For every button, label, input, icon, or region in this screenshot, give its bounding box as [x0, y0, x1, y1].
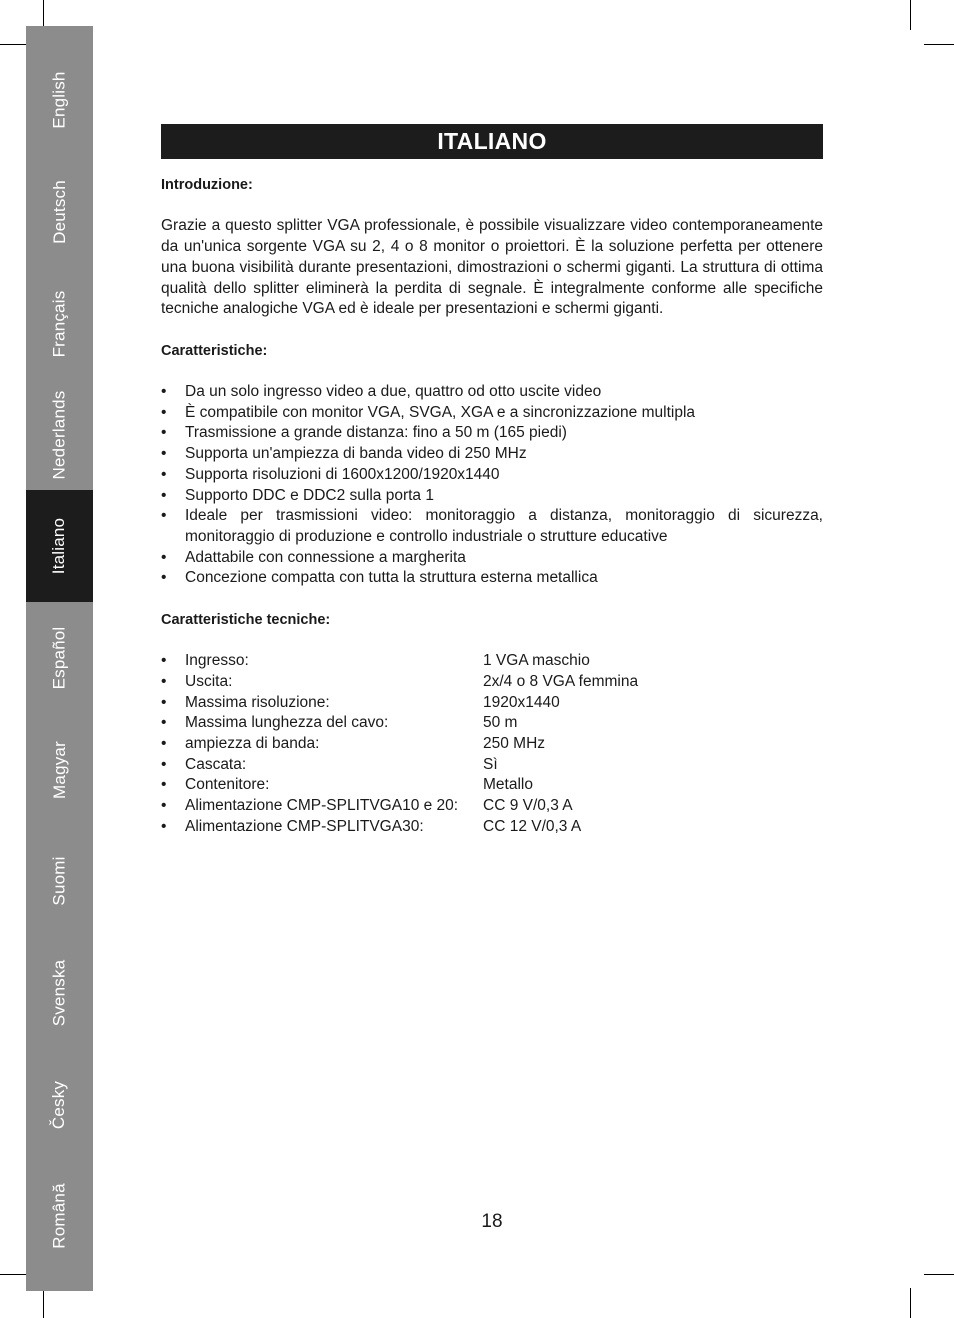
crop-mark — [910, 0, 911, 30]
list-item: • Trasmissione a grande distanza: fino a 50 m (165 piedi) — [161, 423, 823, 444]
page-number: 18 — [481, 1211, 503, 1232]
crop-mark — [924, 1274, 954, 1275]
tab-label: Svenska — [49, 959, 69, 1027]
tab-francais[interactable] — [26, 268, 93, 380]
list-item: • Ideale per trasmissioni video: monitoraggio a distanza, monitoraggio di sicurezza, monitoraggio di produzione e controllo industriale o strutture educative — [161, 506, 823, 547]
tab-label: Français — [49, 290, 69, 358]
spec-label: • Ingresso: — [185, 652, 249, 670]
tab-romana[interactable] — [26, 1160, 93, 1272]
tab-label: English — [49, 71, 69, 129]
spec-row — [161, 672, 823, 693]
crop-mark — [43, 1288, 44, 1318]
spec-value: CC 12 V/0,3 A — [483, 817, 582, 835]
spec-row — [161, 755, 823, 776]
tab-label: Nederlands — [49, 390, 69, 480]
spec-row — [161, 796, 823, 817]
intro-paragraph: Grazie a questo splitter VGA professionale, è possibile visualizzare video contemporaneamente da un'unica sorgente VGA su 2, 4 o 8 monitor o proiettori. È la soluzione perfetta per ottenere una buona visibilità durante presentazioni, dimostrazioni o schermi giganti. La struttura di ottima qualità dello splitter eliminerà la perdita di segnale. È integralmente conforme alle specifiche tecniche analogiche VGA ed è ideale per presentazioni e schermi giganti. — [161, 217, 823, 318]
spec-label: • Contenitore: — [185, 776, 270, 794]
tab-label: Italiano — [49, 517, 69, 575]
list-item: • Adattabile con connessione a margherita — [161, 548, 823, 569]
spec-value: 2x/4 o 8 VGA femmina — [483, 672, 639, 690]
spec-value: 1920x1440 — [483, 693, 560, 711]
spec-label: • Alimentazione CMP-SPLITVGA30: — [185, 817, 424, 835]
tab-cesky[interactable] — [26, 1049, 93, 1161]
list-item: • Supporto DDC e DDC2 sulla porta 1 — [161, 486, 823, 507]
spec-label: • Cascata: — [185, 755, 247, 773]
tab-label: Česky — [49, 1080, 69, 1130]
tab-svenska[interactable] — [26, 937, 93, 1049]
main-content — [161, 175, 823, 837]
crop-mark — [910, 1288, 911, 1318]
spec-value: CC 9 V/0,3 A — [483, 797, 573, 815]
tab-label: Magyar — [49, 741, 69, 799]
spec-value: Sì — [483, 755, 498, 773]
spec-label: • Alimentazione CMP-SPLITVGA10 e 20: — [185, 797, 459, 815]
list-item: • Da un solo ingresso video a due, quattro od otto uscite video — [161, 382, 823, 403]
tab-label: Română — [49, 1183, 69, 1249]
spec-label: • Massima risoluzione: — [185, 693, 330, 711]
spec-value: Metallo — [483, 776, 533, 794]
spec-row — [161, 693, 823, 714]
tab-label: Deutsch — [49, 180, 69, 244]
spec-row — [161, 651, 823, 672]
tab-magyar[interactable] — [26, 714, 93, 826]
spec-value: 50 m — [483, 714, 518, 732]
features-heading: Caratteristiche: — [161, 342, 268, 359]
page-title-bar — [161, 124, 823, 159]
tab-espanol[interactable] — [26, 602, 93, 714]
tab-label: Español — [49, 626, 69, 690]
spec-row — [161, 775, 823, 796]
list-item: • Concezione compatta con tutta la struttura esterna metallica — [161, 568, 823, 589]
spec-row — [161, 713, 823, 734]
tab-english[interactable] — [26, 44, 93, 156]
list-item: • Supporta risoluzioni di 1600x1200/1920x1440 — [161, 465, 823, 486]
spec-value: 1 VGA maschio — [483, 652, 590, 670]
spec-row — [161, 817, 823, 838]
intro-heading: Introduzione: — [161, 177, 253, 193]
crop-mark — [924, 44, 954, 45]
tab-suomi[interactable] — [26, 825, 93, 937]
spec-value: 250 MHz — [483, 734, 546, 752]
list-item: • È compatibile con monitor VGA, SVGA, XGA e a sincronizzazione multipla — [161, 403, 823, 424]
features-list — [161, 382, 823, 589]
spec-row — [161, 734, 823, 755]
spec-label: • Massima lunghezza del cavo: — [185, 714, 389, 732]
spec-label: • ampiezza di banda: — [185, 734, 320, 752]
specs-list — [161, 651, 823, 837]
language-sidebar — [26, 26, 93, 1291]
page-title: ITALIANO — [437, 128, 547, 154]
specs-heading: Caratteristiche tecniche: — [161, 611, 331, 628]
list-item: • Supporta un'ampiezza di banda video di 250 MHz — [161, 444, 823, 465]
tab-italiano[interactable] — [26, 490, 93, 602]
tab-deutsch[interactable] — [26, 156, 93, 268]
spec-label: • Uscita: — [185, 672, 233, 690]
tab-label: Suomi — [49, 856, 69, 906]
tab-nederlands[interactable] — [26, 379, 93, 491]
